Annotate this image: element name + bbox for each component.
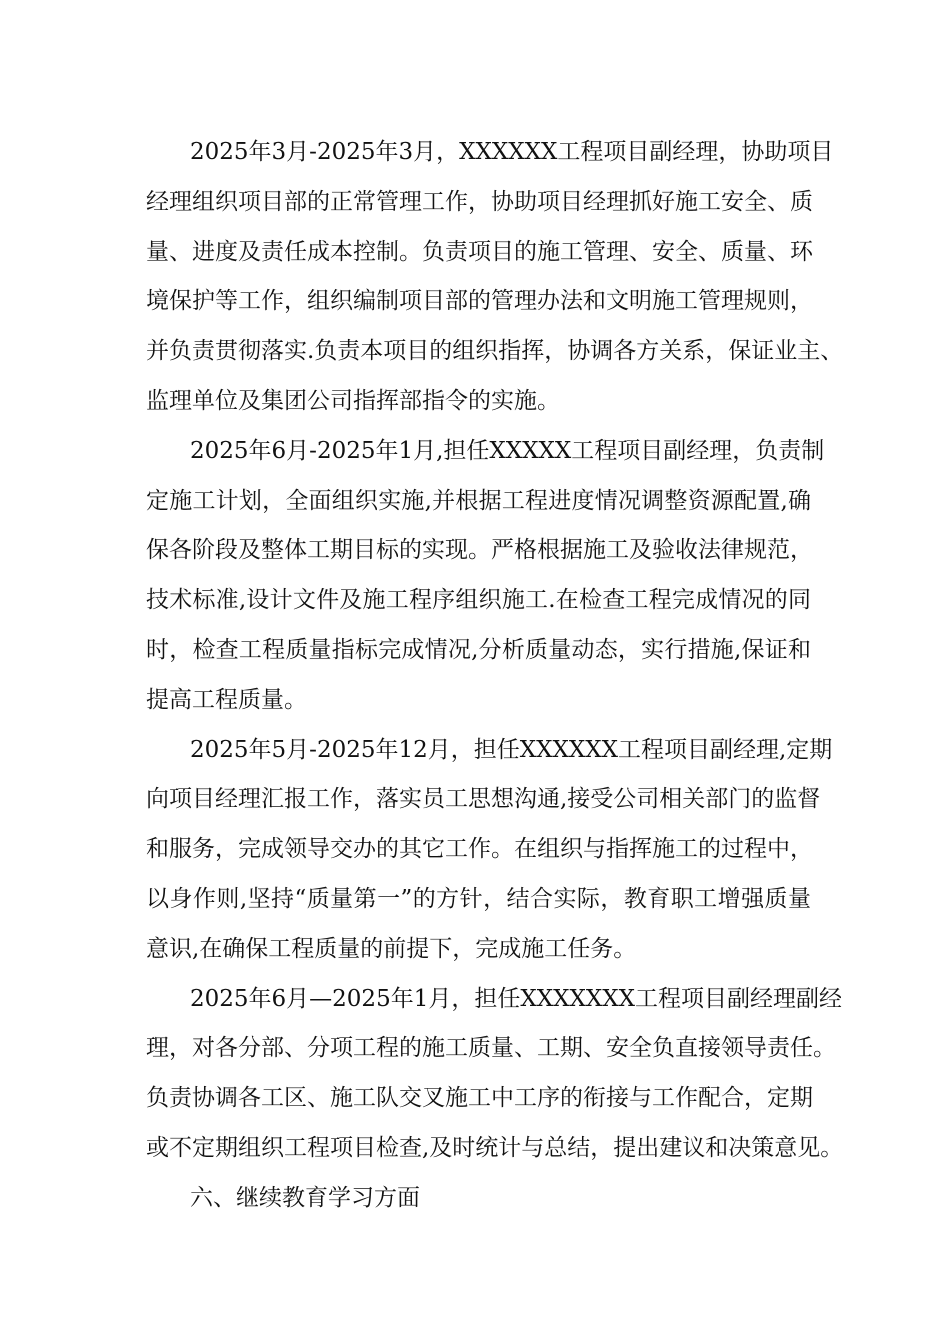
- text-line: 提高工程质量。: [146, 686, 307, 713]
- text-line: 时，检查工程质量指标完成情况,分析质量动态，实行措施,保证和: [146, 636, 811, 663]
- text-line: 技术标准,设计文件及施工程序组织施工.在检查工程完成情况的同: [146, 587, 811, 614]
- paragraph-4: [146, 975, 844, 1174]
- text-line: 向项目经理汇报工作，落实员工思想沟通,接受公司相关部门的监督: [146, 786, 821, 813]
- text-line: 理，对各分部、分项工程的施工质量、工期、安全负直接领导责任。: [146, 1035, 836, 1062]
- text-line: 2025年5月-2025年12月，担任XXXXXX工程项目副经理,定期: [190, 736, 833, 763]
- text-line: 或不定期组织工程项目检查,及时统计与总结，提出建议和决策意见。: [146, 1134, 844, 1161]
- text-line: 经理组织项目部的正常管理工作，协助项目经理抓好施工安全、质: [146, 188, 813, 215]
- paragraph-1: [146, 128, 844, 427]
- text-line: 2025年3月-2025年3月，XXXXXX工程项目副经理，协助项目: [190, 139, 834, 165]
- text-line: 监理单位及集团公司指挥部指令的实施。: [146, 387, 560, 414]
- text-line: 并负责贯彻落实.负责本项目的组织指挥，协调各方关系，保证业主、: [146, 338, 844, 365]
- text-line: 意识,在确保工程质量的前提下，完成施工任务。: [146, 935, 637, 962]
- document-body: [146, 128, 844, 1224]
- text-line: 定施工计划，全面组织实施,并根据工程进度情况调整资源配置,确: [146, 487, 811, 514]
- paragraph-2: [146, 427, 825, 726]
- text-line: 保各阶段及整体工期目标的实现。严格根据施工及验收法律规范，: [146, 537, 813, 564]
- text-line: 和服务，完成领导交办的其它工作。在组织与指挥施工的过程中，: [146, 836, 813, 863]
- text-line: 负责协调各工区、施工队交叉施工中工序的衔接与工作配合，定期: [146, 1085, 813, 1112]
- heading-line: 六、继续教育学习方面: [190, 1184, 420, 1211]
- text-line: 以身作则,坚持“质量第一”的方针，结合实际，教育职工增强质量: [146, 885, 811, 912]
- text-line: 境保护等工作，组织编制项目部的管理办法和文明施工管理规则，: [146, 288, 813, 315]
- section-heading: [146, 1174, 811, 1224]
- paragraph-3: [146, 726, 833, 975]
- text-line: 2025年6月—2025年1月，担任XXXXXXX工程项目副经理副经: [190, 985, 842, 1012]
- text-line: 量、进度及责任成本控制。负责项目的施工管理、安全、质量、环: [146, 238, 813, 265]
- text-line: 2025年6月-2025年1月,担任XXXXX工程项目副经理，负责制: [190, 437, 825, 464]
